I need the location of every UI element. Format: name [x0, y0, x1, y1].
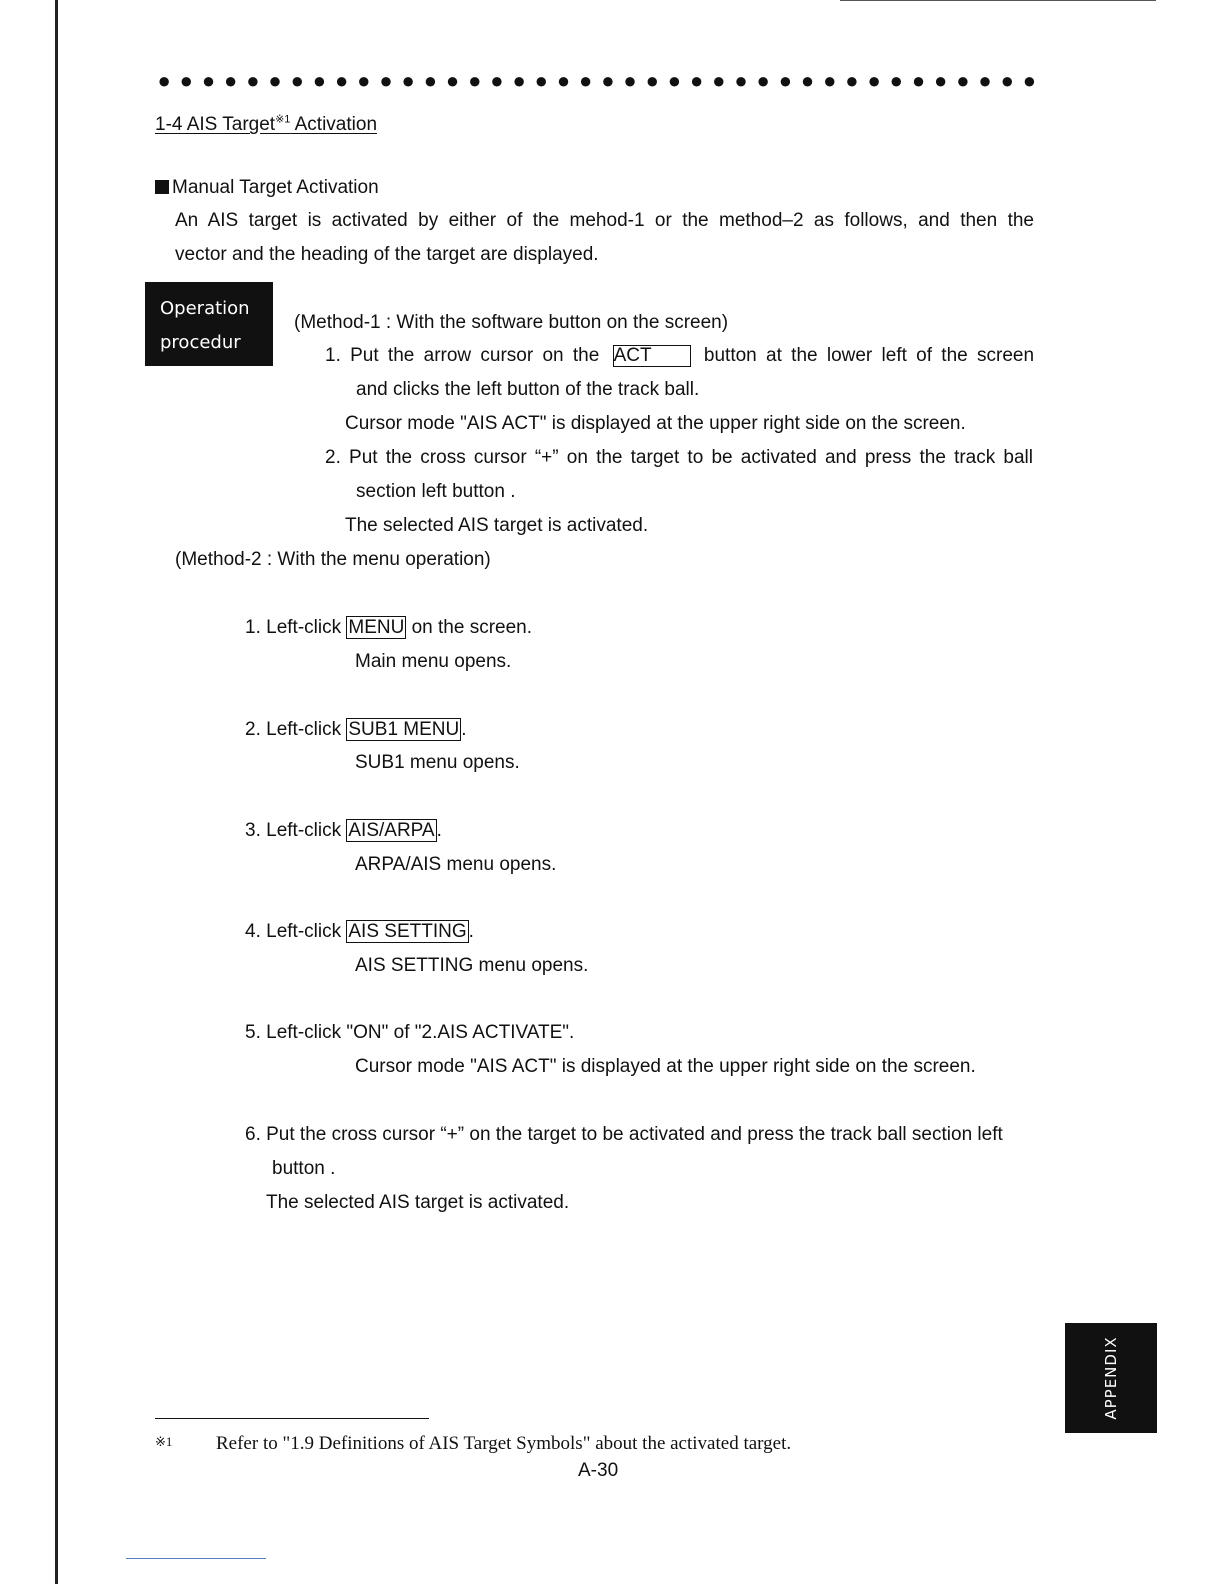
section-number: 1-4 AIS Target [155, 114, 276, 136]
divider-dot: ● [401, 68, 415, 93]
method1-step1-text: 1. Put the arrow cursor on the [325, 345, 600, 366]
divider-dot: ● [201, 68, 216, 93]
footnote-ref: ※1 [275, 114, 291, 126]
step-text-post: on the screen. [406, 617, 533, 638]
method2-step6: 6. Put the cross cursor “+” on the target to be activated and press the track ball section left [245, 1124, 1003, 1145]
divider-dot: ● [867, 68, 881, 93]
divider-dot: ● [512, 68, 526, 93]
page-number: A-30 [578, 1460, 619, 1481]
footnote-rule [155, 1418, 429, 1419]
divider-dot: ● [823, 68, 837, 93]
badge-line-1: Operation [160, 298, 250, 319]
method1-step1-result: Cursor mode "AIS ACT" is displayed at the upper right side on the screen. [345, 413, 966, 434]
method2-step3-result: ARPA/AIS menu opens. [355, 854, 557, 875]
method2-step6-result: The selected AIS target is activated. [266, 1192, 570, 1213]
intro-line-2: vector and the heading of the target are displayed. [175, 244, 599, 265]
divider-dot: ● [667, 68, 682, 93]
badge-line-2: procedur [160, 332, 241, 353]
divider-dot: ● [357, 68, 371, 93]
subheading-text: Manual Target Activation [172, 177, 379, 198]
method1-step1 [325, 344, 1034, 368]
act-button[interactable]: ACT [613, 345, 691, 367]
divider-dot: ● [490, 68, 504, 93]
square-bullet-icon [155, 180, 169, 194]
ais-arpa-key[interactable]: AIS/ARPA [348, 820, 435, 841]
divider-dot: ● [601, 68, 615, 93]
method1-step1-cont: and clicks the left button of the track ball. [356, 379, 700, 400]
divider-dot: ● [756, 68, 770, 93]
divider-dot: ● [911, 68, 926, 93]
divider-dot: ● [1022, 68, 1037, 93]
step-text: 2. Left-click [245, 719, 347, 740]
divider-dot: ● [956, 68, 970, 93]
divider-dot: ● [534, 68, 548, 93]
divider-dot: ● [778, 68, 792, 93]
divider-dot: ● [734, 68, 748, 93]
divider-dot: ● [268, 68, 282, 93]
step-text-post: . [468, 921, 474, 942]
divider-dot: ● [889, 68, 903, 93]
bottom-rule [126, 1558, 266, 1559]
step-text: 4. Left-click [245, 921, 347, 942]
method2-step2 [245, 718, 467, 742]
step-text: 3. Left-click [245, 820, 347, 841]
divider-dot: ● [179, 68, 193, 93]
method2-step3 [245, 819, 442, 843]
top-rule [840, 0, 1156, 1]
divider-dot: ● [468, 68, 482, 93]
step-text-post: . [461, 719, 467, 740]
page-binding-edge [55, 0, 58, 1584]
method1-step2-cont: section left button . [356, 481, 516, 502]
method1-step1-post: button at the lower left of the screen [703, 345, 1035, 366]
divider-dot: ● [689, 68, 704, 93]
divider-dot: ● [645, 68, 659, 93]
divider-dot: ● [1000, 68, 1014, 93]
method2-step2-result: SUB1 menu opens. [355, 752, 520, 773]
method2-step6-cont: button . [272, 1158, 336, 1179]
divider-dot: ● [445, 68, 460, 93]
method2-step4 [245, 920, 474, 944]
sub1-menu-key[interactable]: SUB1 MENU [348, 719, 460, 740]
divider-dot: ● [800, 68, 815, 93]
footnote-text: Refer to "1.9 Definitions of AIS Target Symbols" about the activated target. [216, 1433, 792, 1454]
step-text: 1. Left-click [245, 617, 347, 638]
method2-heading: (Method-2 : With the menu operation) [175, 549, 491, 570]
method2-step5-result: Cursor mode "AIS ACT" is displayed at the upper right side on the screen. [355, 1056, 976, 1077]
divider-dot: ● [312, 68, 327, 93]
divider-dot: ● [712, 68, 726, 93]
dot-divider [153, 69, 1041, 93]
operation-procedure-badge [145, 282, 273, 366]
divider-dot: ● [224, 68, 238, 93]
method2-step1 [245, 616, 532, 640]
divider-dot: ● [579, 68, 593, 93]
footnote-mark: ※1 [155, 1434, 173, 1449]
divider-dot: ● [978, 68, 992, 93]
method1-step2: 2. Put the cross cursor “+” on the target to be activated and press the track ball [325, 447, 1033, 468]
method2-step4-result: AIS SETTING menu opens. [355, 955, 589, 976]
divider-dot: ● [157, 68, 171, 93]
divider-dot: ● [290, 68, 304, 93]
menu-key[interactable]: MENU [348, 617, 405, 638]
method1-heading: (Method-1 : With the software button on the screen) [294, 312, 729, 333]
divider-dot: ● [934, 68, 948, 93]
divider-dot: ● [379, 68, 393, 93]
appendix-tab-label: APPENDIX [1102, 1336, 1120, 1420]
divider-dot: ● [556, 68, 571, 93]
section-title-suffix: Activation [290, 114, 378, 136]
step-text-post: . [436, 820, 442, 841]
method2-step5: 5. Left-click "ON" of "2.AIS ACTIVATE". [245, 1022, 575, 1043]
divider-dot: ● [623, 68, 637, 93]
subheading [155, 176, 379, 200]
divider-dot: ● [423, 68, 437, 93]
intro-line-1: An AIS target is activated by either of the mehod-1 or the method–2 as follows, and then the [175, 210, 1034, 231]
divider-dot: ● [845, 68, 859, 93]
ais-setting-key[interactable]: AIS SETTING [348, 921, 467, 942]
method2-step1-result: Main menu opens. [355, 651, 512, 672]
section-title [155, 108, 377, 137]
method1-step2-result: The selected AIS target is activated. [345, 515, 649, 536]
divider-dot: ● [246, 68, 260, 93]
appendix-tab [1065, 1323, 1157, 1433]
divider-dot: ● [334, 68, 349, 93]
